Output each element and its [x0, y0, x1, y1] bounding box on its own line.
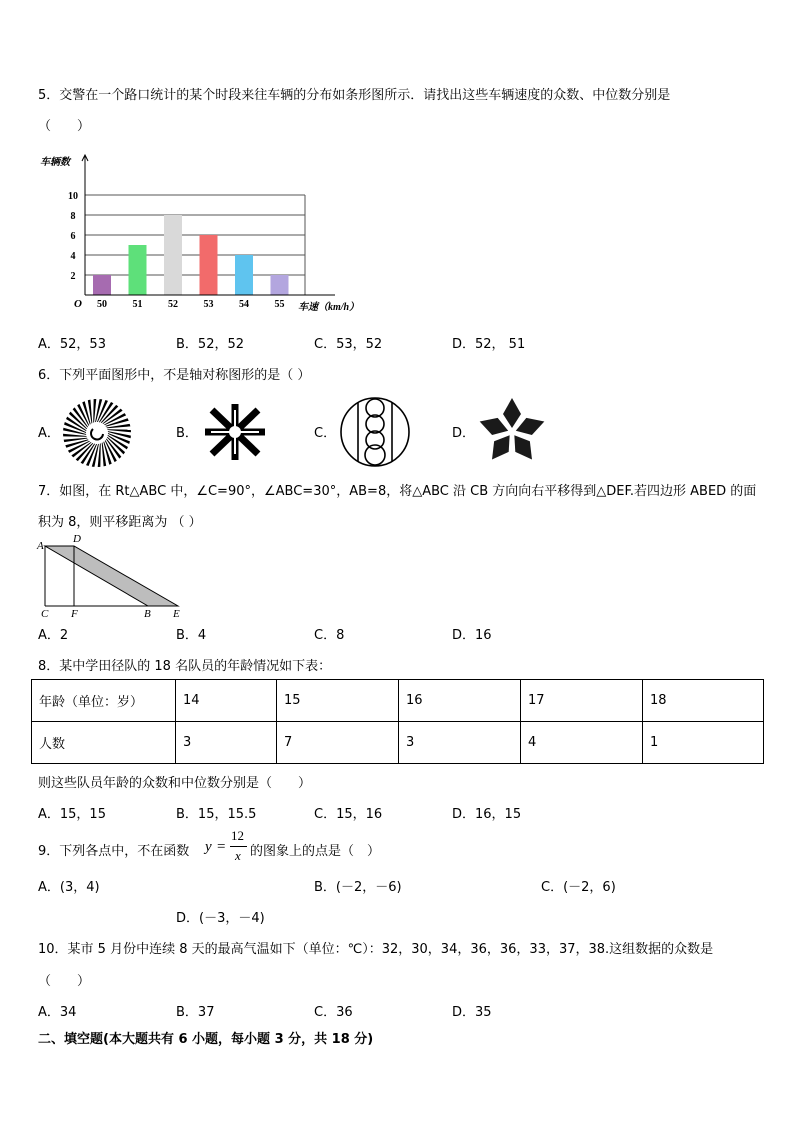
q9-option-b[interactable]: B．(－2，－6)	[314, 880, 402, 895]
q10-answer-paren: （ ）	[38, 974, 91, 989]
fig-label-a: A	[37, 540, 44, 552]
q7-option-b[interactable]: B．4	[176, 628, 207, 643]
chart-x-label: 车速（km/h）	[298, 302, 360, 313]
y-tick-label: 10	[68, 191, 78, 202]
q9-numerator: 12	[231, 828, 244, 843]
q7-text-line1: 7．如图，在 Rt△ABC 中，∠C=90°，∠ABC=30°，AB=8，将△ABC 沿 CB 方向向右平移得到△DEF.若四边形 ABED 的面	[38, 484, 757, 499]
q10-text: 10．某市 5 月份中连续 8 天的最高气温如下（单位：℃）：32，30，34，36，36，33，37，38.这组数据的众数是	[38, 942, 714, 957]
q10-option-d[interactable]: D．35	[452, 1005, 492, 1020]
q8-option-d[interactable]: D．16，15	[452, 807, 522, 822]
table-cell: 17	[521, 680, 643, 722]
q9-option-a[interactable]: A．(3，4)	[38, 880, 100, 895]
q8-age-table	[31, 679, 764, 764]
table-cell: 3	[176, 722, 277, 764]
table-row	[32, 722, 764, 764]
fraction-bar	[230, 846, 247, 847]
q5-text: 5．交警在一个路口统计的某个时段来往车辆的分布如条形图所示．请找出这些车辆速度的众数、中位数分别是	[38, 88, 671, 103]
table-cell: 年龄（单位：岁）	[32, 680, 176, 722]
q5-option-b[interactable]: B．52，52	[176, 337, 245, 352]
section-heading: 二、填空题(本大题共有 6 小题，每小题 3 分，共 18 分)	[38, 1032, 374, 1047]
table-cell: 1	[643, 722, 764, 764]
chart-origin-label: O	[74, 298, 82, 310]
fig-label-d: D	[73, 533, 81, 545]
q7-triangle-figure	[34, 533, 194, 619]
y-tick-label: 8	[70, 211, 76, 222]
q9-suffix: 的图象上的点是（ ）	[250, 844, 381, 859]
q5-option-c[interactable]: C．53，52	[314, 337, 383, 352]
bar-51	[129, 245, 147, 295]
table-cell: 15	[277, 680, 399, 722]
stacked-circles-icon	[338, 396, 412, 468]
bar-55	[271, 275, 289, 295]
q5-bar-chart	[36, 145, 366, 320]
chart-y-label: 车辆数	[40, 157, 70, 168]
fig-label-b: B	[144, 608, 151, 619]
fig-label-c: C	[41, 608, 49, 619]
q8-option-a[interactable]: A．15，15	[38, 807, 106, 822]
q6-option-d-label[interactable]: D．	[452, 426, 476, 441]
pentagon-star-icon	[476, 394, 548, 466]
y-tick-label: 6	[70, 231, 76, 242]
q9-option-c[interactable]: C．(－2，6)	[541, 880, 616, 895]
q6-option-c-label[interactable]: C．	[314, 426, 337, 441]
x-tick-label: 53	[203, 299, 214, 310]
q9-prefix: 9．下列各点中，不在函数	[38, 844, 190, 859]
table-cell: 3	[399, 722, 521, 764]
sunburst-circle-icon	[62, 398, 132, 468]
q9-option-d[interactable]: D．(－3，－4)	[176, 911, 265, 926]
bar-50	[93, 275, 111, 295]
x-tick-label: 55	[274, 299, 285, 310]
bar-52	[164, 215, 182, 295]
table-cell: 16	[399, 680, 521, 722]
snowflake-star-icon	[200, 400, 270, 464]
x-tick-label: 52	[168, 299, 178, 310]
x-tick-label: 50	[97, 299, 107, 310]
q9-denominator: x	[235, 848, 241, 863]
x-tick-label: 54	[239, 299, 249, 310]
table-cell: 7	[277, 722, 399, 764]
q10-option-b[interactable]: B．37	[176, 1005, 215, 1020]
q5-option-d[interactable]: D．52， 51	[452, 337, 526, 352]
q6-option-a-label[interactable]: A．	[38, 426, 60, 441]
q10-option-c[interactable]: C．36	[314, 1005, 353, 1020]
x-tick-label: 51	[132, 299, 143, 310]
q8-after-text: 则这些队员年龄的众数和中位数分别是（ ）	[38, 776, 312, 791]
fig-label-e: E	[173, 608, 180, 619]
bar-53	[200, 235, 218, 295]
table-cell: 4	[521, 722, 643, 764]
q7-option-a[interactable]: A．2	[38, 628, 69, 643]
table-cell: 人数	[32, 722, 176, 764]
table-row	[32, 680, 764, 722]
q8-text: 8．某中学田径队的 18 名队员的年龄情况如下表：	[38, 659, 332, 674]
y-tick-label: 2	[70, 271, 76, 282]
q9-formula-y: y	[205, 839, 212, 855]
q8-option-b[interactable]: B．15，15.5	[176, 807, 257, 822]
q5-answer-paren: （ ）	[38, 119, 91, 134]
fig-label-f: F	[71, 608, 78, 619]
q6-text: 6．下列平面图形中，不是轴对称图形的是（ ）	[38, 368, 311, 383]
bar-54	[235, 255, 253, 295]
q7-option-d[interactable]: D．16	[452, 628, 492, 643]
q9-formula-eq: =	[217, 839, 226, 855]
q7-text-line2: 积为 8，则平移距离为 （ ）	[38, 515, 202, 530]
table-cell: 18	[643, 680, 764, 722]
q5-option-a[interactable]: A．52，53	[38, 337, 106, 352]
q7-option-c[interactable]: C．8	[314, 628, 345, 643]
q6-option-b-label[interactable]: B．	[176, 426, 198, 441]
q10-option-a[interactable]: A．34	[38, 1005, 77, 1020]
q8-option-c[interactable]: C．15，16	[314, 807, 383, 822]
table-cell: 14	[176, 680, 277, 722]
y-tick-label: 4	[70, 251, 76, 262]
